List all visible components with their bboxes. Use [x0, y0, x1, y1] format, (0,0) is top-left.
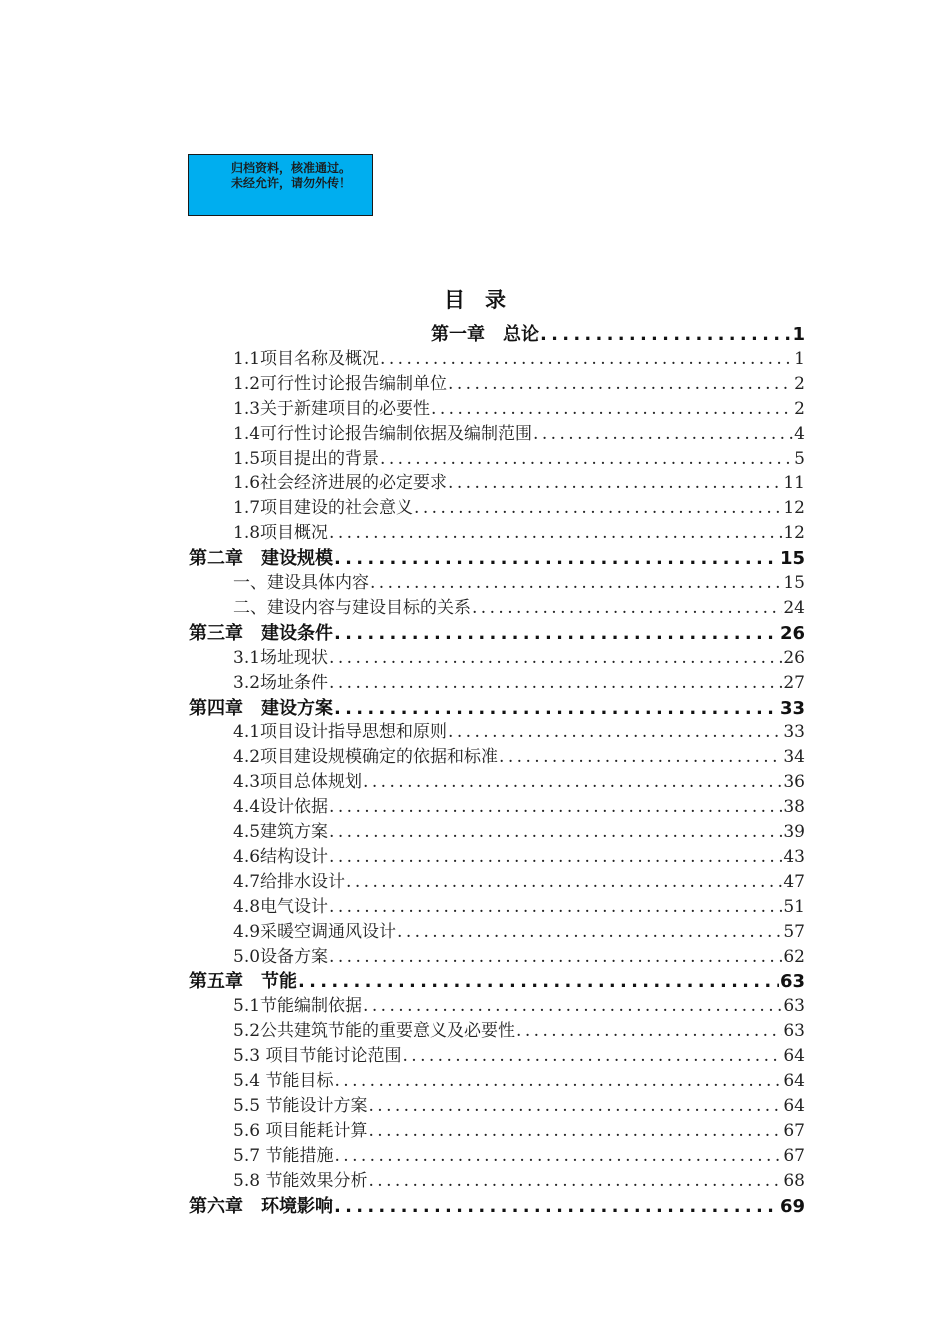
toc-leader-dots — [329, 671, 782, 696]
toc-page-number: 63 — [783, 996, 805, 1016]
toc-leader-dots — [516, 1019, 782, 1044]
toc-section-entry[interactable] — [233, 870, 805, 895]
toc-page-number: 11 — [783, 473, 805, 493]
toc-section-entry[interactable] — [233, 1094, 805, 1119]
toc-section-entry[interactable] — [233, 845, 805, 870]
toc-page-number: 47 — [783, 872, 805, 892]
toc-section-entry[interactable] — [233, 347, 805, 372]
toc-entry-title: 1.2可行性讨论报告编制单位 — [233, 374, 448, 394]
toc-page-number: 34 — [783, 747, 805, 767]
toc-entry-title: 第三章 建设条件 — [189, 623, 333, 644]
toc-entry-title: 4.1项目设计指导思想和原则 — [233, 722, 448, 742]
toc-title: 目录 — [444, 288, 526, 312]
toc-leader-dots — [329, 646, 782, 671]
toc-entry-title: 5.5 节能设计方案 — [233, 1096, 368, 1116]
toc-entry-title: 4.3项目总体规划 — [233, 772, 363, 792]
toc-leader-dots — [414, 496, 782, 521]
toc-page-number: 15 — [779, 548, 805, 569]
toc-entry-title: 4.8电气设计 — [233, 897, 329, 917]
toc-page-number: 26 — [779, 623, 805, 644]
toc-entry-title: 1.3关于新建项目的必要性 — [233, 399, 431, 419]
toc-section-entry[interactable] — [233, 596, 805, 621]
toc-page-number: 62 — [783, 947, 805, 967]
toc-entry-title: 3.1场址现状 — [233, 648, 329, 668]
toc-section-entry[interactable] — [233, 521, 805, 546]
toc-page-number: 12 — [783, 498, 805, 518]
toc-entry-title: 1.8项目概况 — [233, 523, 329, 543]
toc-entry-title: 4.4设计依据 — [233, 797, 329, 817]
toc-leader-dots — [298, 969, 779, 994]
toc-entry-title: 二、建设内容与建设目标的关系 — [233, 598, 471, 618]
toc-page-number: 43 — [783, 847, 805, 867]
toc-section-entry[interactable] — [233, 1044, 805, 1069]
toc-entry-title: 一、建设具体内容 — [233, 573, 369, 593]
toc-section-entry[interactable] — [233, 820, 805, 845]
toc-section-entry[interactable] — [233, 1119, 805, 1144]
toc-entry-title: 1.5项目提出的背景 — [233, 449, 380, 469]
toc-entry-title: 第四章 建设方案 — [189, 698, 333, 719]
toc-page-number: 64 — [783, 1071, 805, 1091]
toc-entry-title: 5.7 节能措施 — [233, 1146, 334, 1166]
toc-section-entry[interactable] — [233, 471, 805, 496]
toc-entry-title: 4.7给排水设计 — [233, 872, 346, 892]
stamp-line-2: 未经允许，请勿外传！ — [231, 176, 352, 190]
toc-section-entry[interactable] — [233, 920, 805, 945]
toc-page-number: 12 — [783, 523, 805, 543]
toc-page-number: 2 — [794, 374, 805, 394]
toc-leader-dots — [346, 870, 782, 895]
toc-leader-dots — [363, 770, 782, 795]
toc-chapter-entry[interactable] — [189, 969, 805, 994]
archive-stamp — [188, 154, 373, 216]
toc-entry-title: 5.3 项目节能讨论范围 — [233, 1046, 402, 1066]
toc-leader-dots — [370, 571, 782, 596]
toc-entry-title: 5.8 节能效果分析 — [233, 1171, 368, 1191]
toc-section-entry[interactable] — [233, 1019, 805, 1044]
toc-section-entry[interactable] — [233, 447, 805, 472]
toc-chapter-entry[interactable] — [189, 621, 805, 646]
toc-page-number: 2 — [794, 399, 805, 419]
toc-section-entry[interactable] — [233, 372, 805, 397]
toc-entry-title: 4.2项目建设规模确定的依据和标准 — [233, 747, 499, 767]
toc-leader-dots — [329, 521, 782, 546]
toc-chapter-entry[interactable] — [189, 696, 805, 721]
toc-page-number: 64 — [783, 1046, 805, 1066]
toc-leader-dots — [448, 720, 782, 745]
toc-entry-title: 4.9采暖空调通风设计 — [233, 922, 397, 942]
toc-entry-title: 3.2场址条件 — [233, 673, 329, 693]
toc-chapter-entry[interactable] — [189, 546, 805, 571]
toc-leader-dots — [334, 546, 779, 571]
toc-leader-dots — [380, 347, 793, 372]
toc-leader-dots — [334, 621, 779, 646]
toc-entry-title: 5.1节能编制依据 — [233, 996, 363, 1016]
toc-leader-dots — [448, 372, 793, 397]
toc-section-entry[interactable] — [233, 422, 805, 447]
toc-page-number: 68 — [783, 1171, 805, 1191]
toc-leader-dots — [334, 1194, 779, 1219]
toc-entry-title: 第一章 总论 — [431, 324, 539, 345]
toc-chapter-entry[interactable] — [189, 1194, 805, 1219]
toc-entry-title: 1.6社会经济进展的必定要求 — [233, 473, 448, 493]
toc-page-number: 39 — [783, 822, 805, 842]
toc-leader-dots — [499, 745, 782, 770]
toc-entry-title: 第六章 环境影响 — [189, 1196, 333, 1217]
toc-page-number: 57 — [783, 922, 805, 942]
toc-leader-dots — [540, 322, 791, 347]
toc-leader-dots — [329, 820, 782, 845]
toc-leader-dots — [397, 920, 782, 945]
toc-page-number: 67 — [783, 1121, 805, 1141]
toc-page-number: 27 — [783, 673, 805, 693]
toc-page-number: 4 — [794, 424, 805, 444]
toc-entry-title: 1.1项目名称及概况 — [233, 349, 380, 369]
toc-leader-dots — [329, 945, 782, 970]
toc-page-number: 38 — [783, 797, 805, 817]
toc-leader-dots — [368, 1094, 782, 1119]
toc-chapter-entry[interactable] — [431, 322, 805, 347]
toc-leader-dots — [402, 1044, 782, 1069]
toc-page-number: 67 — [783, 1146, 805, 1166]
toc-page-number: 1 — [792, 324, 805, 345]
toc-section-entry[interactable] — [233, 1144, 805, 1169]
toc-page-number: 26 — [783, 648, 805, 668]
toc-leader-dots — [329, 795, 782, 820]
toc-page-number: 64 — [783, 1096, 805, 1116]
toc-page-number: 5 — [794, 449, 805, 469]
toc-section-entry[interactable] — [233, 895, 805, 920]
toc-leader-dots — [334, 1069, 782, 1094]
toc-section-entry[interactable] — [233, 496, 805, 521]
toc-entry-title: 第二章 建设规模 — [189, 548, 333, 569]
toc-section-entry[interactable] — [233, 795, 805, 820]
toc-entry-title: 第五章 节能 — [189, 971, 297, 992]
toc-entry-title: 5.0设备方案 — [233, 947, 329, 967]
toc-page-number: 24 — [783, 598, 805, 618]
toc-page-number: 33 — [783, 722, 805, 742]
toc-leader-dots — [363, 994, 782, 1019]
toc-section-entry[interactable] — [233, 397, 805, 422]
toc-leader-dots — [533, 422, 793, 447]
toc-section-entry[interactable] — [233, 770, 805, 795]
toc-page-number: 51 — [783, 897, 805, 917]
toc-entry-title: 4.6结构设计 — [233, 847, 329, 867]
toc-leader-dots — [329, 845, 782, 870]
toc-leader-dots — [368, 1169, 782, 1194]
toc-leader-dots — [334, 696, 779, 721]
toc-entry-title: 1.4可行性讨论报告编制依据及编制范围 — [233, 424, 533, 444]
toc-leader-dots — [368, 1119, 782, 1144]
toc-leader-dots — [334, 1144, 782, 1169]
toc-leader-dots — [380, 447, 793, 472]
toc-section-entry[interactable] — [233, 646, 805, 671]
toc-page-number: 69 — [779, 1196, 805, 1217]
toc-page-number: 63 — [779, 971, 805, 992]
toc-entry-title: 4.5建筑方案 — [233, 822, 329, 842]
toc-leader-dots — [472, 596, 782, 621]
toc-section-entry[interactable] — [233, 720, 805, 745]
toc-section-entry[interactable] — [233, 745, 805, 770]
toc-leader-dots — [448, 471, 782, 496]
toc-section-entry[interactable] — [233, 671, 805, 696]
toc-section-entry[interactable] — [233, 571, 805, 596]
stamp-line-1: 归档资料，核准通过。 — [231, 161, 352, 175]
toc-page-number: 33 — [779, 698, 805, 719]
toc-leader-dots — [431, 397, 793, 422]
toc-entry-title: 5.4 节能目标 — [233, 1071, 334, 1091]
toc-entry-title: 5.6 项目能耗计算 — [233, 1121, 368, 1141]
toc-page-number: 1 — [794, 349, 805, 369]
toc-section-entry[interactable] — [233, 994, 805, 1019]
toc-entry-title: 1.7项目建设的社会意义 — [233, 498, 414, 518]
toc-page-number: 36 — [783, 772, 805, 792]
toc-page-number: 63 — [783, 1021, 805, 1041]
toc-section-entry[interactable] — [233, 1069, 805, 1094]
toc-page-number: 15 — [783, 573, 805, 593]
toc-section-entry[interactable] — [233, 1169, 805, 1194]
toc-entry-title: 5.2公共建筑节能的重要意义及必要性 — [233, 1021, 516, 1041]
toc-leader-dots — [329, 895, 782, 920]
toc-section-entry[interactable] — [233, 945, 805, 970]
